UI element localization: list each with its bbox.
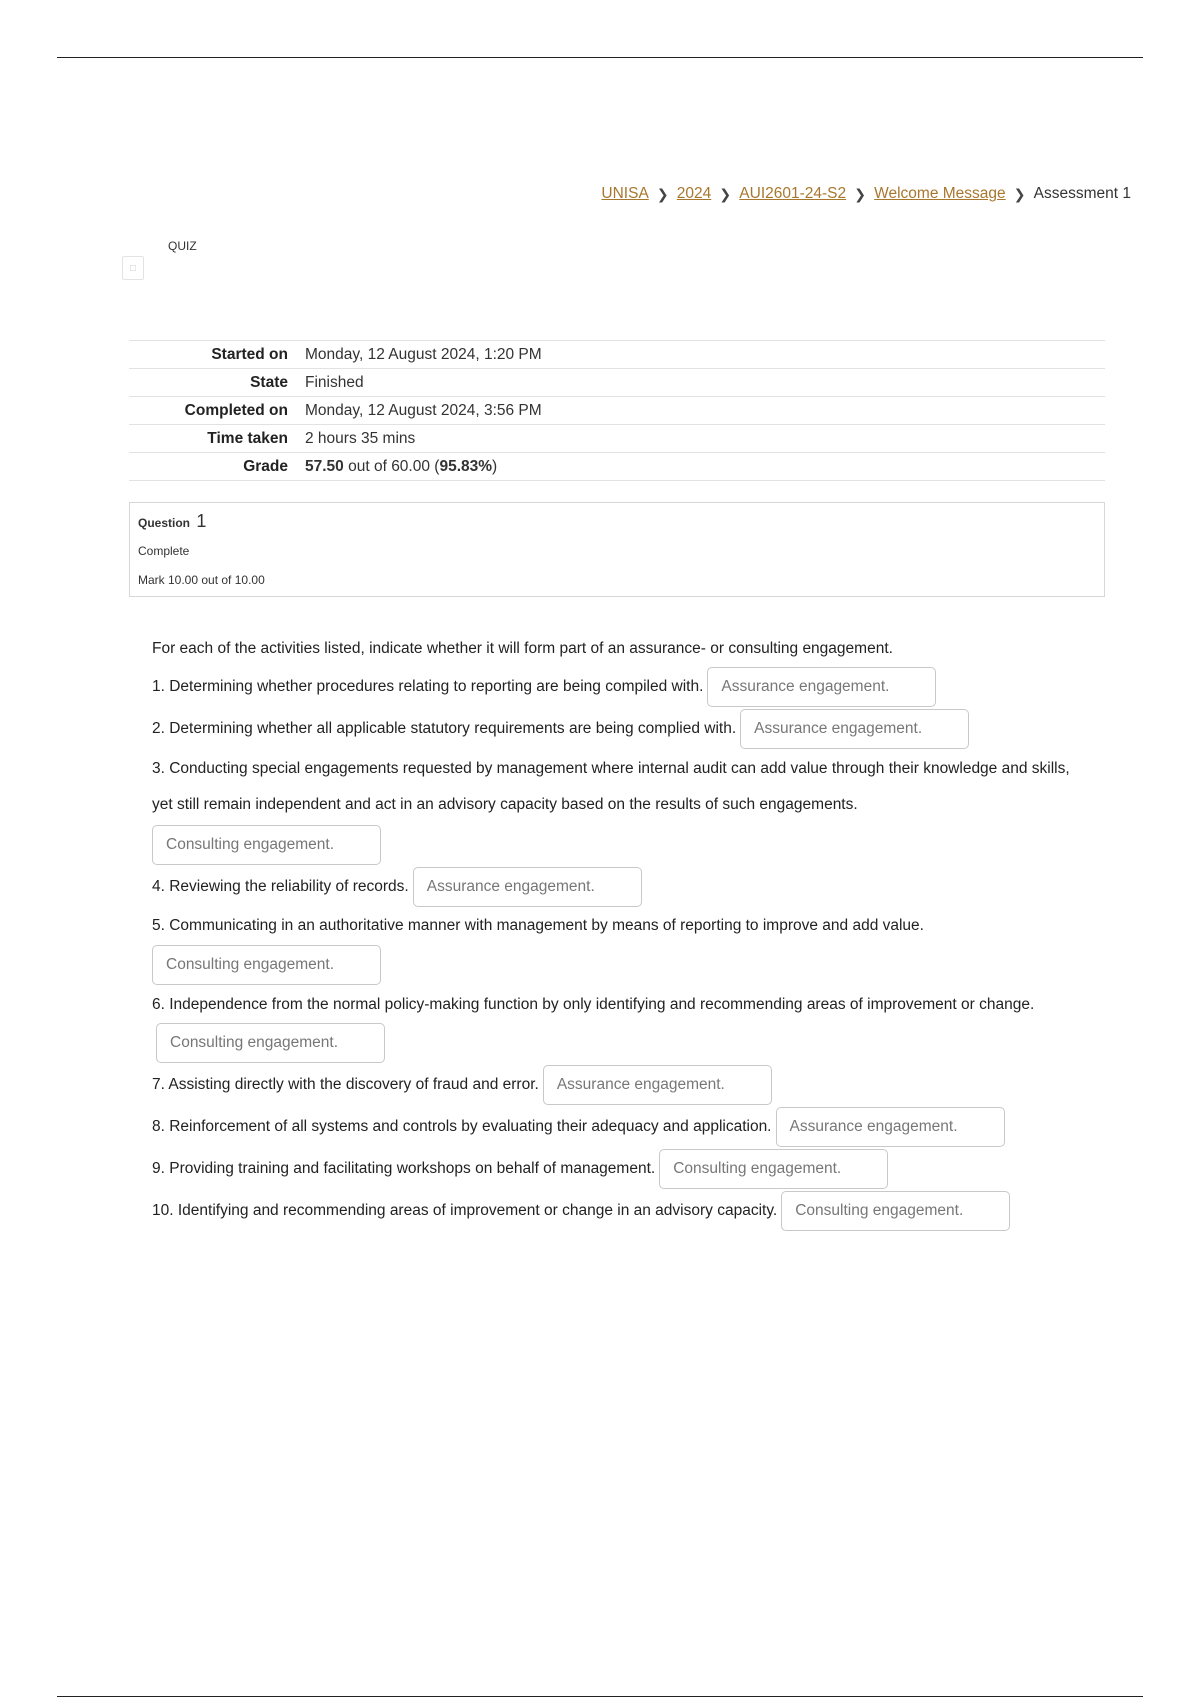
question-prompt: For each of the activities listed, indicate whether it will form part of an assurance- or consulting engagement. [152,640,893,657]
answer-field[interactable]: Consulting engagement. [156,1023,385,1063]
question-mark: Mark 10.00 out of 10.00 [138,573,265,587]
answer-field[interactable]: Consulting engagement. [781,1191,1010,1231]
list-item [152,1149,1072,1189]
bottom-rule [57,1696,1143,1697]
summary-label: Started on [129,341,305,369]
quiz-icon: □ [122,256,144,280]
question-number-value: 1 [196,511,207,531]
summary-label: Completed on [129,397,305,425]
summary-label: State [129,369,305,397]
answer-field[interactable]: Consulting engagement. [659,1149,888,1189]
answer-field[interactable]: Assurance engagement. [543,1065,772,1105]
list-item [152,1065,1072,1105]
item-text: 9. Providing training and facilitating workshops on behalf of management. [152,1160,656,1178]
answer-field[interactable]: Assurance engagement. [413,867,642,907]
item-text: 3. Conducting special engagements requested by management where internal audit can add value through their knowledge and skills, yet still remain independent and act in an advisory capacity based on the results of such engagements. [152,760,1070,813]
summary-value: Monday, 12 August 2024, 3:56 PM [305,397,1105,425]
breadcrumb-link-welcome[interactable]: Welcome Message [874,185,1006,202]
summary-value: Finished [305,369,1105,397]
list-item [152,867,1072,907]
summary-row-completed [129,397,1105,425]
breadcrumb [601,185,1131,203]
grade-value [305,453,1105,481]
list-item [152,1107,1072,1147]
list-item [152,1191,1072,1231]
summary-row-started [129,341,1105,369]
item-text: 4. Reviewing the reliability of records. [152,878,409,896]
answer-field[interactable]: Consulting engagement. [152,825,381,865]
summary-value: Monday, 12 August 2024, 1:20 PM [305,341,1105,369]
summary-value: 2 hours 35 mins [305,425,1105,453]
chevron-right-icon: ❯ [656,185,669,202]
summary-label: Grade [129,453,305,481]
breadcrumb-current: Assessment 1 [1033,185,1131,202]
summary-row-state [129,369,1105,397]
breadcrumb-link-course[interactable]: AUI2601-24-S2 [739,185,847,202]
question-label: Question [138,516,191,530]
question-number [138,511,1096,532]
chevron-right-icon: ❯ [719,185,732,202]
item-text: 1. Determining whether procedures relating to reporting are being compiled with. [152,678,704,696]
question-content [152,640,1072,1233]
attempt-summary-table [129,340,1105,481]
chevron-right-icon: ❯ [854,185,866,202]
grade-score: 57.50 [305,457,344,475]
chevron-right-icon: ❯ [1013,185,1026,202]
breadcrumb-link-year[interactable]: 2024 [676,185,712,202]
answer-field[interactable]: Assurance engagement. [776,1107,1005,1147]
question-status: Complete [138,544,190,558]
list-item [152,909,1072,985]
item-text: 6. Independence from the normal policy-making function by only identifying and recommending areas of improvement or change. [152,996,1035,1013]
breadcrumb-link-unisa[interactable]: UNISA [601,185,649,202]
summary-label: Time taken [129,425,305,453]
grade-text-end: ) [492,457,498,475]
list-item [152,987,1072,1063]
question-info-box [129,502,1105,597]
answer-field[interactable]: Consulting engagement. [152,945,381,985]
item-text: 2. Determining whether all applicable statutory requirements are being complied with. [152,720,737,738]
summary-row-grade [129,453,1105,481]
item-text: 7. Assisting directly with the discovery of fraud and error. [152,1076,539,1094]
item-text: 10. Identifying and recommending areas of improvement or change in an advisory capacity. [152,1202,778,1220]
summary-row-time [129,425,1105,453]
list-item [152,709,1072,749]
answer-field[interactable]: Assurance engagement. [707,667,936,707]
item-text: 8. Reinforcement of all systems and controls by evaluating their adequacy and application. [152,1118,772,1136]
activity-type-label: QUIZ [168,239,197,253]
answer-field[interactable]: Assurance engagement. [740,709,969,749]
list-item [152,751,1072,865]
item-text: 5. Communicating in an authoritative manner with management by means of reporting to improve and add value. [152,917,924,934]
grade-text: out of 60.00 ( [343,457,440,475]
top-rule [57,57,1143,58]
list-item [152,667,1072,707]
grade-percent: 95.83% [439,457,493,475]
